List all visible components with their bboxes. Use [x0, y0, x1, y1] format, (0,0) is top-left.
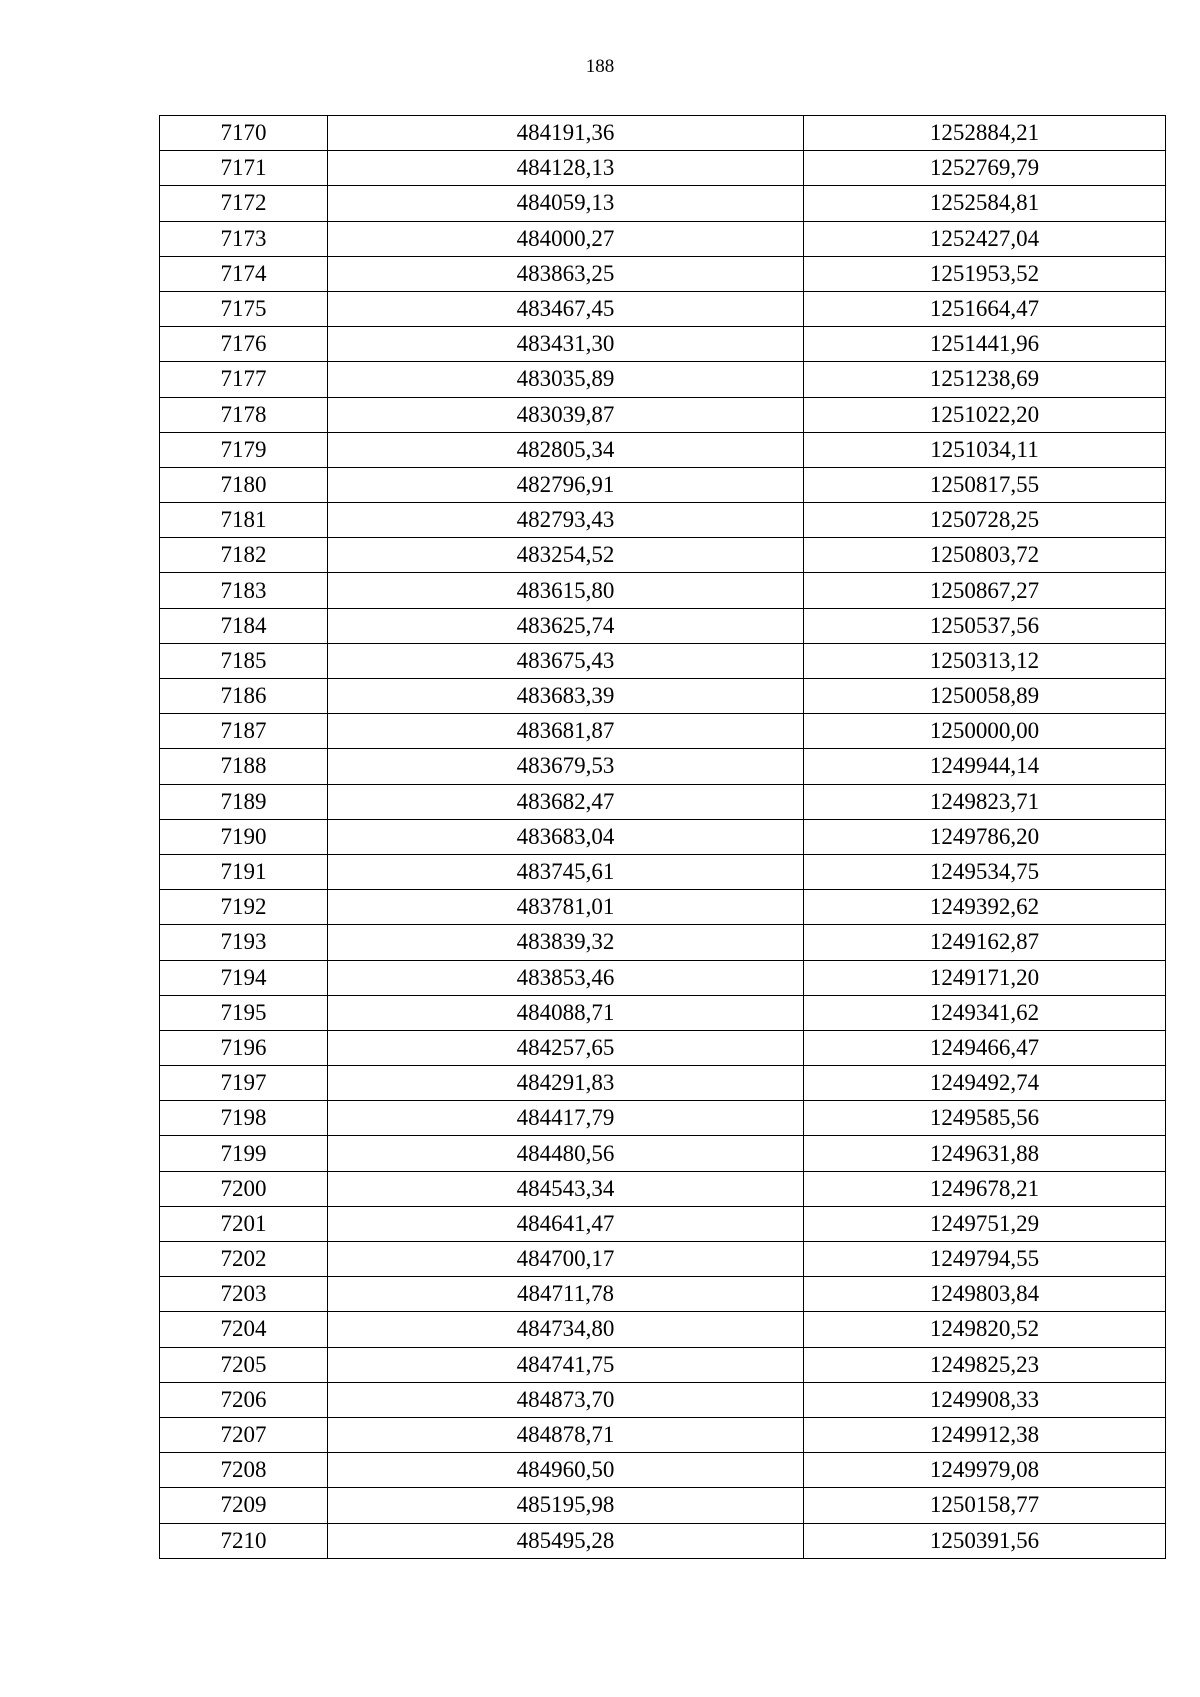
table-row [160, 1453, 1166, 1488]
y-coordinate-cell: 1249585,56 [804, 1101, 1166, 1136]
y-coordinate-cell: 1249944,14 [804, 749, 1166, 784]
y-coordinate-cell: 1250728,25 [804, 503, 1166, 538]
y-coordinate-cell: 1249631,88 [804, 1136, 1166, 1171]
x-coordinate-cell: 485195,98 [328, 1488, 804, 1523]
point-number-cell: 7178 [160, 397, 328, 432]
point-number-cell: 7177 [160, 362, 328, 397]
point-number-cell: 7185 [160, 643, 328, 678]
table-row [160, 890, 1166, 925]
point-number-cell: 7183 [160, 573, 328, 608]
x-coordinate-cell: 482805,34 [328, 432, 804, 467]
table-row [160, 1066, 1166, 1101]
y-coordinate-cell: 1249786,20 [804, 819, 1166, 854]
point-number-cell: 7208 [160, 1453, 328, 1488]
y-coordinate-cell: 1250803,72 [804, 538, 1166, 573]
y-coordinate-cell: 1249341,62 [804, 995, 1166, 1030]
table-row [160, 1488, 1166, 1523]
x-coordinate-cell: 483745,61 [328, 854, 804, 889]
point-number-cell: 7202 [160, 1242, 328, 1277]
x-coordinate-cell: 483781,01 [328, 890, 804, 925]
point-number-cell: 7193 [160, 925, 328, 960]
y-coordinate-cell: 1250867,27 [804, 573, 1166, 608]
table-row [160, 1030, 1166, 1065]
point-number-cell: 7170 [160, 116, 328, 151]
point-number-cell: 7189 [160, 784, 328, 819]
point-number-cell: 7196 [160, 1030, 328, 1065]
table-row [160, 151, 1166, 186]
x-coordinate-cell: 483683,39 [328, 679, 804, 714]
point-number-cell: 7198 [160, 1101, 328, 1136]
x-coordinate-cell: 483681,87 [328, 714, 804, 749]
x-coordinate-cell: 484059,13 [328, 186, 804, 221]
point-number-cell: 7206 [160, 1382, 328, 1417]
x-coordinate-cell: 484960,50 [328, 1453, 804, 1488]
y-coordinate-cell: 1252584,81 [804, 186, 1166, 221]
table-row [160, 467, 1166, 502]
point-number-cell: 7203 [160, 1277, 328, 1312]
point-number-cell: 7179 [160, 432, 328, 467]
table-row [160, 362, 1166, 397]
x-coordinate-cell: 484873,70 [328, 1382, 804, 1417]
table-row [160, 1101, 1166, 1136]
y-coordinate-cell: 1250313,12 [804, 643, 1166, 678]
y-coordinate-cell: 1249912,38 [804, 1417, 1166, 1452]
x-coordinate-cell: 483675,43 [328, 643, 804, 678]
table-row [160, 397, 1166, 432]
y-coordinate-cell: 1251441,96 [804, 327, 1166, 362]
point-number-cell: 7192 [160, 890, 328, 925]
x-coordinate-cell: 483254,52 [328, 538, 804, 573]
table-row [160, 1312, 1166, 1347]
x-coordinate-cell: 484700,17 [328, 1242, 804, 1277]
y-coordinate-cell: 1249466,47 [804, 1030, 1166, 1065]
table-row [160, 679, 1166, 714]
y-coordinate-cell: 1250817,55 [804, 467, 1166, 502]
point-number-cell: 7194 [160, 960, 328, 995]
y-coordinate-cell: 1249678,21 [804, 1171, 1166, 1206]
x-coordinate-cell: 484711,78 [328, 1277, 804, 1312]
x-coordinate-cell: 483683,04 [328, 819, 804, 854]
point-number-cell: 7173 [160, 221, 328, 256]
x-coordinate-cell: 482796,91 [328, 467, 804, 502]
x-coordinate-cell: 483615,80 [328, 573, 804, 608]
x-coordinate-cell: 483679,53 [328, 749, 804, 784]
x-coordinate-cell: 484741,75 [328, 1347, 804, 1382]
x-coordinate-cell: 483431,30 [328, 327, 804, 362]
table-row [160, 538, 1166, 573]
coordinates-table-body [160, 116, 1166, 1559]
y-coordinate-cell: 1249534,75 [804, 854, 1166, 889]
y-coordinate-cell: 1249823,71 [804, 784, 1166, 819]
y-coordinate-cell: 1249825,23 [804, 1347, 1166, 1382]
x-coordinate-cell: 483035,89 [328, 362, 804, 397]
table-row [160, 1206, 1166, 1241]
table-row [160, 749, 1166, 784]
x-coordinate-cell: 484417,79 [328, 1101, 804, 1136]
x-coordinate-cell: 483682,47 [328, 784, 804, 819]
point-number-cell: 7181 [160, 503, 328, 538]
x-coordinate-cell: 484000,27 [328, 221, 804, 256]
point-number-cell: 7205 [160, 1347, 328, 1382]
x-coordinate-cell: 484257,65 [328, 1030, 804, 1065]
x-coordinate-cell: 483839,32 [328, 925, 804, 960]
x-coordinate-cell: 484191,36 [328, 116, 804, 151]
table-row [160, 503, 1166, 538]
table-row [160, 925, 1166, 960]
point-number-cell: 7174 [160, 256, 328, 291]
y-coordinate-cell: 1252427,04 [804, 221, 1166, 256]
table-row [160, 714, 1166, 749]
table-row [160, 960, 1166, 995]
point-number-cell: 7190 [160, 819, 328, 854]
x-coordinate-cell: 484088,71 [328, 995, 804, 1030]
table-row [160, 1382, 1166, 1417]
y-coordinate-cell: 1249171,20 [804, 960, 1166, 995]
y-coordinate-cell: 1249908,33 [804, 1382, 1166, 1417]
point-number-cell: 7209 [160, 1488, 328, 1523]
table-row [160, 221, 1166, 256]
x-coordinate-cell: 484543,34 [328, 1171, 804, 1206]
x-coordinate-cell: 484734,80 [328, 1312, 804, 1347]
point-number-cell: 7188 [160, 749, 328, 784]
point-number-cell: 7182 [160, 538, 328, 573]
table-row [160, 643, 1166, 678]
x-coordinate-cell: 483039,87 [328, 397, 804, 432]
table-row [160, 1523, 1166, 1558]
x-coordinate-cell: 484128,13 [328, 151, 804, 186]
point-number-cell: 7172 [160, 186, 328, 221]
table-row [160, 256, 1166, 291]
y-coordinate-cell: 1249820,52 [804, 1312, 1166, 1347]
point-number-cell: 7180 [160, 467, 328, 502]
table-row [160, 291, 1166, 326]
point-number-cell: 7200 [160, 1171, 328, 1206]
table-row [160, 116, 1166, 151]
point-number-cell: 7199 [160, 1136, 328, 1171]
table-row [160, 432, 1166, 467]
table-row [160, 1277, 1166, 1312]
point-number-cell: 7207 [160, 1417, 328, 1452]
y-coordinate-cell: 1250058,89 [804, 679, 1166, 714]
y-coordinate-cell: 1252769,79 [804, 151, 1166, 186]
x-coordinate-cell: 482793,43 [328, 503, 804, 538]
x-coordinate-cell: 484291,83 [328, 1066, 804, 1101]
x-coordinate-cell: 485495,28 [328, 1523, 804, 1558]
y-coordinate-cell: 1249392,62 [804, 890, 1166, 925]
y-coordinate-cell: 1249803,84 [804, 1277, 1166, 1312]
table-row [160, 608, 1166, 643]
table-row [160, 1171, 1166, 1206]
point-number-cell: 7210 [160, 1523, 328, 1558]
table-row [160, 995, 1166, 1030]
y-coordinate-cell: 1251022,20 [804, 397, 1166, 432]
x-coordinate-cell: 483863,25 [328, 256, 804, 291]
x-coordinate-cell: 484641,47 [328, 1206, 804, 1241]
y-coordinate-cell: 1249979,08 [804, 1453, 1166, 1488]
point-number-cell: 7201 [160, 1206, 328, 1241]
table-row [160, 186, 1166, 221]
point-number-cell: 7184 [160, 608, 328, 643]
page-number: 188 [585, 56, 615, 77]
y-coordinate-cell: 1249162,87 [804, 925, 1166, 960]
y-coordinate-cell: 1252884,21 [804, 116, 1166, 151]
table-row [160, 819, 1166, 854]
y-coordinate-cell: 1250391,56 [804, 1523, 1166, 1558]
y-coordinate-cell: 1249751,29 [804, 1206, 1166, 1241]
coordinates-table [159, 115, 1166, 1559]
table-row [160, 573, 1166, 608]
x-coordinate-cell: 483853,46 [328, 960, 804, 995]
y-coordinate-cell: 1250158,77 [804, 1488, 1166, 1523]
y-coordinate-cell: 1249492,74 [804, 1066, 1166, 1101]
table-row [160, 1347, 1166, 1382]
y-coordinate-cell: 1251953,52 [804, 256, 1166, 291]
point-number-cell: 7197 [160, 1066, 328, 1101]
point-number-cell: 7186 [160, 679, 328, 714]
table-row [160, 327, 1166, 362]
y-coordinate-cell: 1251238,69 [804, 362, 1166, 397]
y-coordinate-cell: 1251034,11 [804, 432, 1166, 467]
table-row [160, 1417, 1166, 1452]
x-coordinate-cell: 483625,74 [328, 608, 804, 643]
y-coordinate-cell: 1251664,47 [804, 291, 1166, 326]
x-coordinate-cell: 484878,71 [328, 1417, 804, 1452]
y-coordinate-cell: 1249794,55 [804, 1242, 1166, 1277]
point-number-cell: 7176 [160, 327, 328, 362]
x-coordinate-cell: 483467,45 [328, 291, 804, 326]
point-number-cell: 7187 [160, 714, 328, 749]
point-number-cell: 7175 [160, 291, 328, 326]
x-coordinate-cell: 484480,56 [328, 1136, 804, 1171]
point-number-cell: 7204 [160, 1312, 328, 1347]
table-row [160, 784, 1166, 819]
point-number-cell: 7195 [160, 995, 328, 1030]
table-row [160, 1242, 1166, 1277]
table-row [160, 1136, 1166, 1171]
point-number-cell: 7171 [160, 151, 328, 186]
table-row [160, 854, 1166, 889]
point-number-cell: 7191 [160, 854, 328, 889]
y-coordinate-cell: 1250537,56 [804, 608, 1166, 643]
y-coordinate-cell: 1250000,00 [804, 714, 1166, 749]
